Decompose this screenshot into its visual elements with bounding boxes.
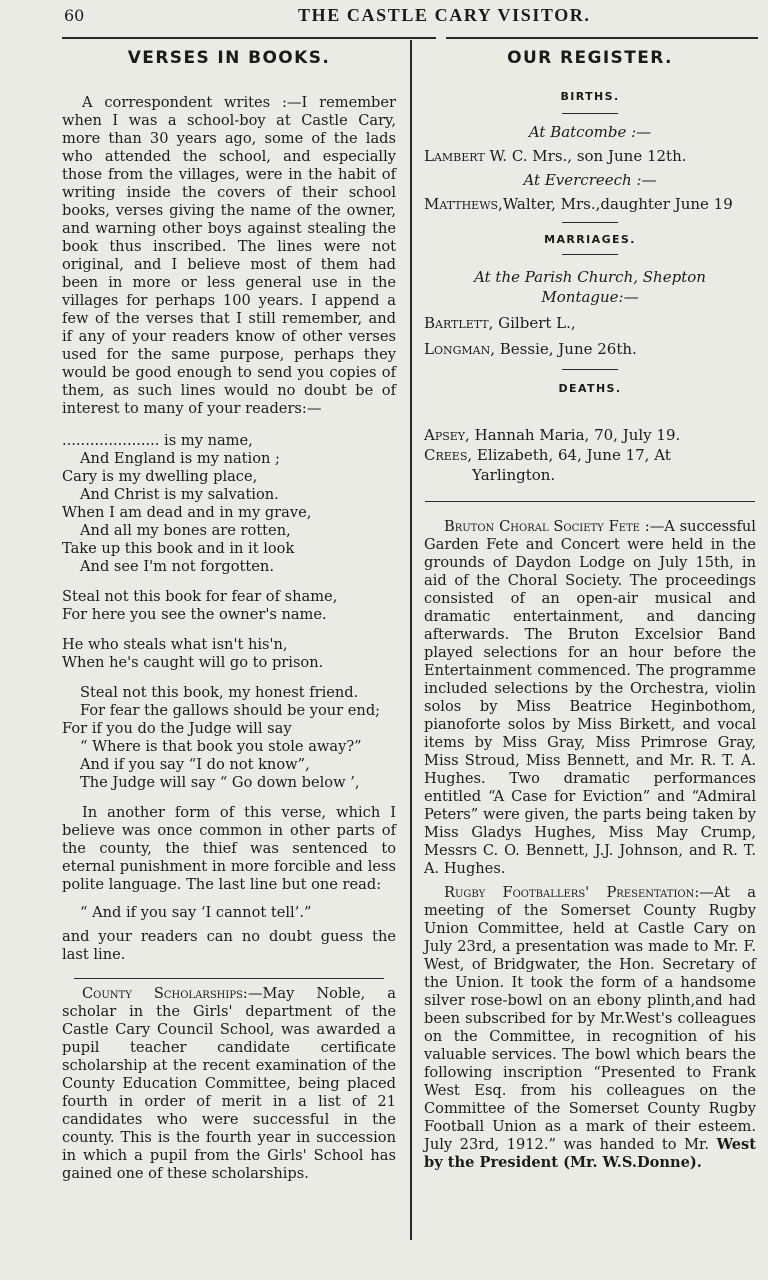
- section-rule: [562, 222, 618, 223]
- right-column: [424, 44, 756, 1172]
- verse-line: And see I'm not forgotten.: [80, 558, 274, 575]
- verse-line: For if you do the Judge will say: [62, 720, 292, 737]
- death-entry: [424, 445, 756, 465]
- closing-text: and your readers can no doubt guess the last line.: [62, 928, 396, 963]
- birth-surname: Lambert: [424, 147, 485, 165]
- birth-surname: Matthews,: [424, 195, 503, 213]
- verse-line: Steal not this book for fear of shame,: [62, 588, 338, 605]
- register-title: OUR REGISTER.: [507, 48, 673, 68]
- birth-details: W. C. Mrs., son June 12th.: [484, 147, 687, 165]
- verse-line: And Christ is my salvation.: [80, 486, 279, 503]
- marriage-details: Bessie, June 26th.: [495, 340, 637, 358]
- verse-line: And all my bones are rotten,: [80, 522, 291, 539]
- deaths-heading: DEATHS.: [558, 382, 622, 395]
- verse-line: When I am dead and in my grave,: [62, 504, 312, 521]
- marriage-surname: Bartlett,: [424, 314, 494, 332]
- death-details: Hannah Maria, 70, July 19.: [469, 426, 681, 444]
- marriage-entry: [424, 339, 756, 359]
- verses-title: VERSES IN BOOKS.: [127, 48, 331, 68]
- another-form-text: In another form of this verse, which I believe was once common in other parts of the county, the thief was sentenced to eternal punishment in more forcible and less polite language. The last line but one read:: [62, 804, 396, 893]
- bruton-fete-lead: Bruton Choral Society Fete: [444, 518, 640, 535]
- bruton-fete-paragraph: [424, 518, 756, 878]
- page-number: 60: [64, 6, 85, 25]
- verse-line: And if you say “I do not know”,: [80, 756, 310, 773]
- column-divider: [410, 40, 412, 1240]
- verse-name: [62, 432, 396, 576]
- place-batcombe: At Batcombe :—: [528, 123, 652, 141]
- section-rule: [425, 501, 755, 502]
- verse-line: Steal not this book, my honest friend.: [80, 684, 359, 701]
- verse-line: Cary is my dwelling place,: [62, 468, 258, 485]
- death-surname: Apsey,: [424, 426, 470, 444]
- verse-shame: [62, 588, 396, 624]
- verse-line: For fear the gallows should be your end;: [80, 702, 381, 719]
- verse-line: “ Where is that book you stole away?”: [80, 738, 362, 755]
- section-rule: [74, 978, 384, 979]
- marriage-details: Gilbert L.,: [493, 314, 576, 332]
- birth-entry: [424, 146, 756, 166]
- county-scholarships-lead: County Scholarships:: [82, 985, 248, 1002]
- header-rule-left: [62, 37, 436, 39]
- death-surname: Crees,: [424, 446, 473, 464]
- birth-entry: [424, 194, 756, 214]
- verse-gallows: [62, 684, 396, 792]
- death-place: Yarlington.: [472, 466, 556, 484]
- quoted-line: “ And if you say ‘I cannot tell’.”: [80, 904, 312, 921]
- verse-line: For here you see the owner's name.: [62, 606, 327, 623]
- rugby-presentation-lead: Rugby Footballers' Presentation:: [444, 884, 700, 901]
- rugby-presentation-text: —At a meeting of the Somerset County Rugby Union Committee, held at Castle Cary on July 23rd, a presentation was made to Mr. F. West, of Bridgwater, the Hon. Secretary of the Union. It took the form of a handsome silver rose-bowl on an ebony plinth,and had been subscribed for by Mr.West's colleagues on the Committee, in recognition of his valuable services. The bowl which bears the following inscription “Presented to Frank West Esq. from his colleagues on the Committee of the Somerset County Rugby Football Union as a mark of their esteem. July 23rd, 1912.” was handed to Mr.: [424, 884, 756, 1153]
- left-column: [62, 44, 396, 1183]
- section-rule: [562, 369, 618, 370]
- bruton-fete-text: :—A successful Garden Fete and Concert were held in the grounds of Daydon Lodge on July 15th, in aid of the Choral Society. The proceedings consisted of an open-air musical and dramatic entertainment, and dancing afterwards. The Bruton Excelsior Band played selections for an hour before the Entertainment commenced. The programme included selections by the Orchestra, violin solos by Miss Beatrice Heginbothom, pianoforte solos by Miss Birkett, and vocal items by Miss Gray, Miss Primrose Gray, Miss Stroud, Miss Bennett, and Mr. R. T. A. Hughes. Two dramatic performances entitled “A Case for Eviction” and “Admiral Peters” were given, the parts being taken by Miss Gladys Hughes, Miss May Crump, Messrs C. O. Bennett, J.J. Johnson, and R. T. A. Hughes.: [424, 518, 756, 877]
- verse-line: He who steals what isn't his'n,: [62, 636, 288, 653]
- death-details: Elizabeth, 64, June 17, At: [472, 446, 671, 464]
- verse-line: And England is my nation ;: [80, 450, 280, 467]
- verse-prison: [62, 636, 396, 672]
- marriages-heading: MARRIAGES.: [544, 233, 636, 246]
- verse-line: ..................... is my name,: [62, 432, 253, 449]
- marriage-surname: Longman,: [424, 340, 495, 358]
- header-rule-right: [446, 37, 758, 39]
- rugby-presentation-paragraph: [424, 884, 756, 1172]
- section-rule: [562, 254, 618, 255]
- verse-line: The Judge will say “ Go down below ’,: [80, 774, 360, 791]
- verse-line: Take up this book and in it look: [62, 540, 295, 557]
- verse-line: When he's caught will go to prison.: [62, 654, 324, 671]
- verses-intro: A correspondent writes :—I remember when I was a school-boy at Castle Cary, more than 30 years ago, some of the lads who attended the school, and especially those from the villages, were in the habit of writing inside the covers of their school books, verses giving the name of the owner, and warning other boys against stealing the book thus inscribed. The lines were not original, and I believe most of them had been in more or less general use in the villages for perhaps 100 years. I append a few of the verses that I still remember, and if any of your readers know of other verses used for the same purpose, perhaps they would be good enough to send you copies of them, as such lines would no doubt be of interest to many of your readers:—: [62, 94, 396, 417]
- county-scholarships-text: —May Noble, a scholar in the Girls' department of the Castle Cary Council School, was awarded a pupil teacher candidate certificate scholarship at the recent examination of the County Education Committee, being placed fourth in order of merit in a list of 21 candidates who were successful in the county. This is the fourth year in succession in which a pupil from the Girls' School has gained one of these scholarships.: [62, 985, 396, 1182]
- rugby-presentation-end: West by the President (Mr. W.S.Donne).: [424, 1136, 757, 1171]
- births-heading: BIRTHS.: [560, 90, 620, 103]
- place-evercreech: At Evercreech :—: [523, 171, 657, 189]
- running-title: THE CASTLE CARY VISITOR.: [298, 5, 591, 25]
- marriage-entry: [424, 313, 756, 333]
- death-entry: [424, 425, 756, 445]
- section-rule: [562, 113, 618, 114]
- page-header: [0, 0, 768, 34]
- county-scholarships-paragraph: [62, 985, 396, 1183]
- birth-details: Walter, Mrs.,daughter June 19: [502, 195, 733, 213]
- place-shepton-montague: At the Parish Church, Shepton Montague:—: [474, 268, 706, 306]
